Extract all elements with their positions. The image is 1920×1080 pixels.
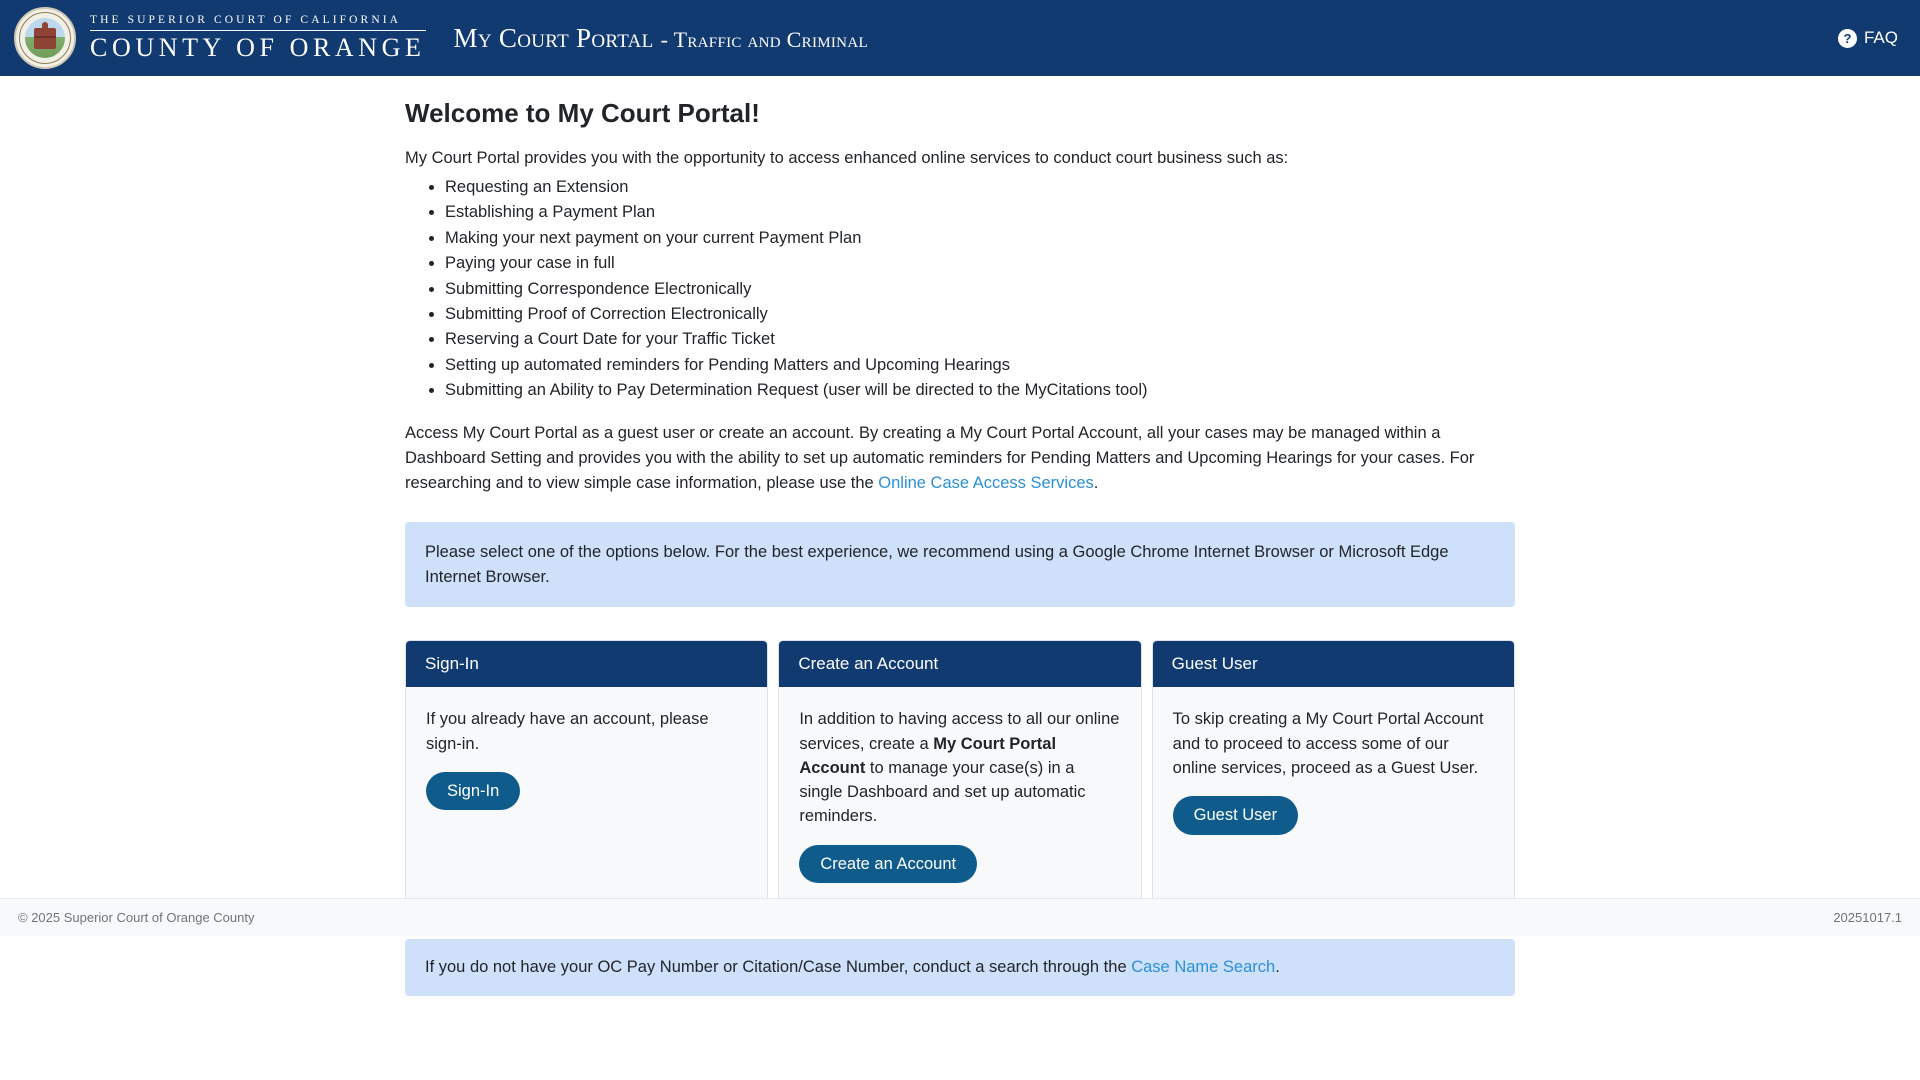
list-item: • Making your next payment on your current Payment Plan xyxy=(445,226,1515,250)
access-paragraph-text: Access My Court Portal as a guest user or create an account. By creating a My Court Portal Account, all your cases may be managed within a Dashboard Setting and provides you with the ability to set up automatic reminders for Pending Matters and Upcoming Hearings for your cases. For researching and to view simple case information, please use the xyxy=(405,423,1475,492)
intro-paragraph: My Court Portal provides you with the opportunity to access enhanced online services to conduct court business such as: xyxy=(405,149,1289,167)
card-guest-user-text: To skip creating a My Court Portal Account and to proceed to access some of our online services, proceed as a Guest User. xyxy=(1172,710,1484,777)
list-item: • Paying your case in full xyxy=(445,251,1515,275)
site-footer xyxy=(0,898,1920,936)
card-sign-in-body xyxy=(406,687,767,905)
card-guest-user-body xyxy=(1153,687,1514,905)
faq-label: FAQ xyxy=(1863,28,1898,47)
card-create-account-text-1: In addition to having access to all our online services, create a xyxy=(799,710,1120,753)
card-guest-user-title: Guest User xyxy=(1153,641,1514,687)
card-create-account-body xyxy=(779,687,1140,905)
app-title-text: My Court Portal xyxy=(453,22,654,53)
list-item: • Submitting Proof of Correction Electronically xyxy=(445,302,1515,326)
case-name-search-link[interactable]: Case Name Search xyxy=(1131,958,1276,977)
list-item: • Setting up automated reminders for Pending Matters and Upcoming Hearings xyxy=(445,353,1515,377)
faq-link[interactable] xyxy=(1838,28,1898,48)
card-create-account xyxy=(778,640,1141,906)
brand xyxy=(0,7,426,69)
options-cards xyxy=(405,640,1515,906)
case-name-search-alert xyxy=(405,939,1515,996)
site-header xyxy=(0,0,1920,76)
access-paragraph-period: . xyxy=(1093,473,1099,492)
main-content xyxy=(405,76,1515,996)
card-sign-in-text: If you already have an account, please sign-in. xyxy=(426,710,709,753)
page-title-header xyxy=(454,23,868,54)
online-case-access-services-link[interactable]: Online Case Access Services xyxy=(878,473,1094,492)
create-account-button[interactable]: Create an Account xyxy=(799,845,977,884)
browser-recommendation-text: Please select one of the options below. For the best experience, we recommend using a Google Chrome Internet Browser or Microsoft Edge Internet Browser. xyxy=(425,542,1449,586)
case-name-search-text: If you do not have your OC Pay Number or Citation/Case Number, conduct a search through the xyxy=(425,958,1132,977)
app-subtitle-text: - Traffic and Criminal xyxy=(660,26,868,52)
footer-copyright: © 2025 Superior Court of Orange County xyxy=(18,910,255,925)
card-create-account-description xyxy=(799,707,1120,828)
case-name-search-period: . xyxy=(1275,958,1280,977)
card-create-account-title: Create an Account xyxy=(779,641,1140,687)
card-create-account-text-bold: My Court Portal Account xyxy=(799,734,1057,777)
list-item: • Submitting Correspondence Electronically xyxy=(445,277,1515,301)
card-guest-user-description xyxy=(1173,707,1494,780)
footer-version: 20251017.1 xyxy=(1833,910,1902,925)
question-circle-icon: ? xyxy=(1838,29,1857,48)
brand-line-county: COUNTY OF ORANGE xyxy=(90,33,426,63)
access-paragraph xyxy=(405,421,1515,496)
sign-in-button[interactable]: Sign-In xyxy=(426,772,520,811)
guest-user-button[interactable]: Guest User xyxy=(1173,796,1298,835)
list-item: • Establishing a Payment Plan xyxy=(445,200,1515,224)
card-sign-in-description xyxy=(426,707,747,756)
court-seal-icon xyxy=(14,7,76,69)
services-list xyxy=(405,175,1515,403)
brand-text xyxy=(90,15,426,62)
list-item: • Reserving a Court Date for your Traffic Ticket xyxy=(445,327,1515,351)
browser-recommendation-alert xyxy=(405,522,1515,608)
brand-divider xyxy=(90,30,426,31)
brand-line-superior-court: THE SUPERIOR COURT OF CALIFORNIA xyxy=(90,13,402,26)
card-sign-in xyxy=(405,640,768,906)
list-item: • Submitting an Ability to Pay Determination Request (user will be directed to the MyCitations tool) xyxy=(445,378,1515,402)
card-sign-in-title: Sign-In xyxy=(406,641,767,687)
card-create-account-text-2: to manage your case(s) in a single Dashboard and set up automatic reminders. xyxy=(799,758,1086,826)
page-title: Welcome to My Court Portal! xyxy=(405,98,760,128)
card-guest-user xyxy=(1152,640,1515,906)
list-item: • Requesting an Extension xyxy=(445,175,1515,199)
